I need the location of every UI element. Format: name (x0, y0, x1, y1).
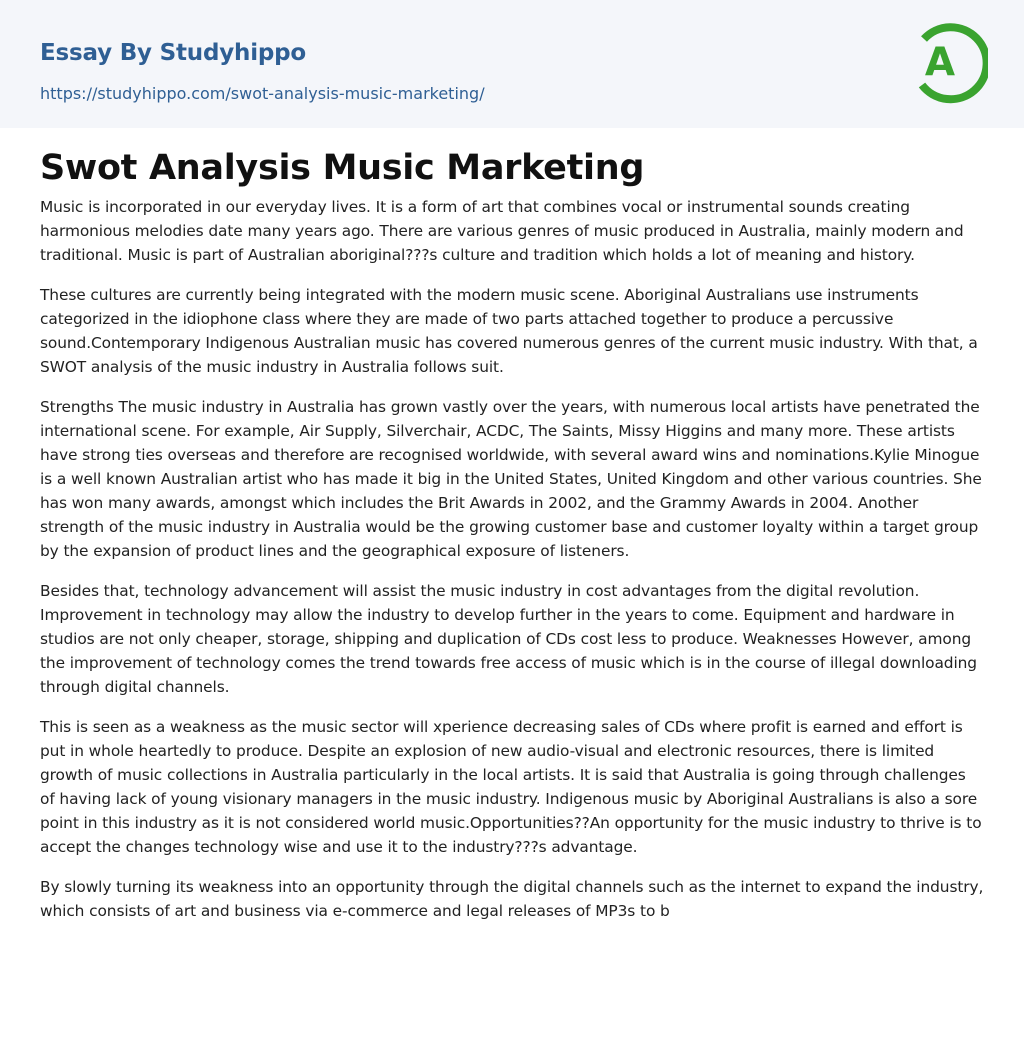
essay-content (0, 128, 1024, 923)
site-header (0, 0, 1024, 128)
essay-paragraph-2: These cultures are currently being integrated with the modern music scene. Aboriginal Australians use instruments categorized in the idiophone class where they are made of two parts attached together to produce a percussive sound.Contemporary Indigenous Australian music has covered numerous genres of the current music industry. With that, a SWOT analysis of the music industry in Australia follows suit. (40, 286, 978, 376)
page-title: Swot Analysis Music Marketing (40, 148, 645, 188)
source-url-link[interactable]: https://studyhippo.com/swot-analysis-music-marketing/ (40, 84, 485, 103)
essay-body (40, 195, 984, 923)
essay-paragraph-3: Strengths The music industry in Australia has grown vastly over the years, with numerous local artists have penetrated the international scene. For example, Air Supply, Silverchair, ACDC, The Saints, Missy Higgins and many more. These artists have strong ties overseas and therefore are recognised worldwide, with several award wins and nominations.Kylie Minogue is a well known Australian artist who has made it big in the United States, United Kingdom and other various countries. She has won many awards, amongst which includes the Brit Awards in 2002, and the Grammy Awards in 2004. Another strength of the music industry in Australia would be the growing customer base and customer loyalty within a target group by the expansion of product lines and the geographical exposure of listeners. (40, 398, 982, 560)
logo-letter: A (924, 40, 956, 85)
essay-paragraph-5: This is seen as a weakness as the music sector will xperience decreasing sales of CDs where profit is earned and effort is put in whole heartedly to produce. Despite an explosion of new audio-visual and electronic resources, there is limited growth of music collections in Australia particularly in the local artists. It is said that Australia is going through challenges of having lack of young visionary managers in the music industry. Indigenous music by Aboriginal Australians is also a sore point in this industry as it is not considered world music.Opportunities??An opportunity for the music industry to thrive is to accept the changes technology wise and use it to the industry???s advantage. (40, 718, 982, 856)
studyhippo-logo-icon[interactable] (910, 18, 988, 106)
essay-paragraph-6: By slowly turning its weakness into an opportunity through the digital channels such as the internet to expand the industry, which consists of art and business via e-commerce and legal releases of MP3s to b (40, 878, 984, 920)
essay-paragraph-1: Music is incorporated in our everyday lives. It is a form of art that combines vocal or instrumental sounds creating harmonious melodies date many years ago. There are various genres of music produced in Australia, mainly modern and traditional. Music is part of Australian aboriginal???s culture and tradition which holds a lot of meaning and history. (40, 198, 964, 264)
essay-paragraph-4: Besides that, technology advancement will assist the music industry in cost advantages from the digital revolution. Improvement in technology may allow the industry to develop further in the years to come. Equipment and hardware in studios are not only cheaper, storage, shipping and duplication of CDs cost less to produce. Weaknesses However, among the improvement of technology comes the trend towards free access of music which is in the course of illegal downloading through digital channels. (40, 582, 977, 696)
brand-title[interactable]: Essay By Studyhippo (40, 40, 307, 66)
